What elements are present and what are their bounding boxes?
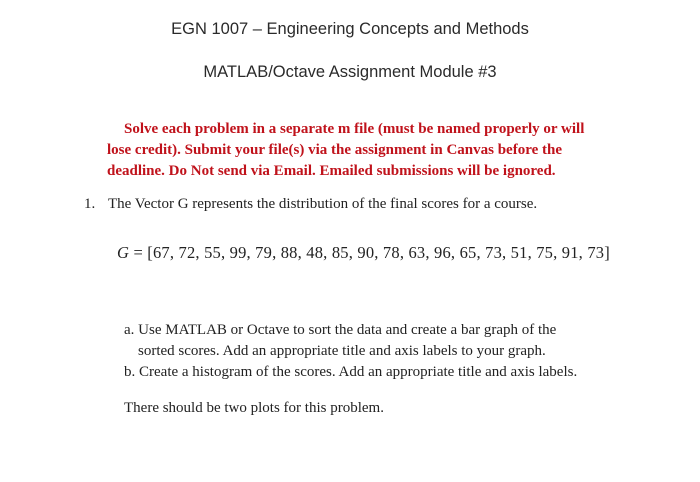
part-b: b. Create a histogram of the scores. Add an appropriate title and axis labels. — [124, 364, 578, 380]
problem-parts — [124, 320, 644, 383]
equals-sign: = — [129, 243, 148, 262]
part-a-line-1: a. Use MATLAB or Octave to sort the data and create a bar graph of the — [124, 322, 557, 338]
problem-1-statement — [84, 196, 537, 213]
instructions-line-2: lose credit). Submit your file(s) via the assignment in Canvas before the — [107, 142, 562, 158]
closing-note: There should be two plots for this problem. — [124, 400, 384, 416]
instructions-line-1: Solve each problem in a separate m file (must be named properly or will — [124, 121, 585, 137]
instructions-line-3: deadline. Do Not send via Email. Emailed submissions will be ignored. — [107, 163, 556, 179]
assignment-title: MATLAB/Octave Assignment Module #3 — [203, 63, 497, 81]
vector-equation — [117, 243, 610, 263]
vector-values: [67, 72, 55, 99, 79, 88, 48, 85, 90, 78, 63, 96, 65, 73, 51, 75, 91, 73] — [147, 243, 610, 262]
instructions-notice — [107, 119, 627, 182]
problem-number: 1. — [84, 196, 96, 212]
course-title: EGN 1007 – Engineering Concepts and Methods — [171, 20, 529, 38]
part-a-line-2: sorted scores. Add an appropriate title and axis labels to your graph. — [138, 343, 546, 359]
vector-name: G — [117, 243, 130, 262]
problem-text: The Vector G represents the distribution of the final scores for a course. — [108, 196, 538, 212]
